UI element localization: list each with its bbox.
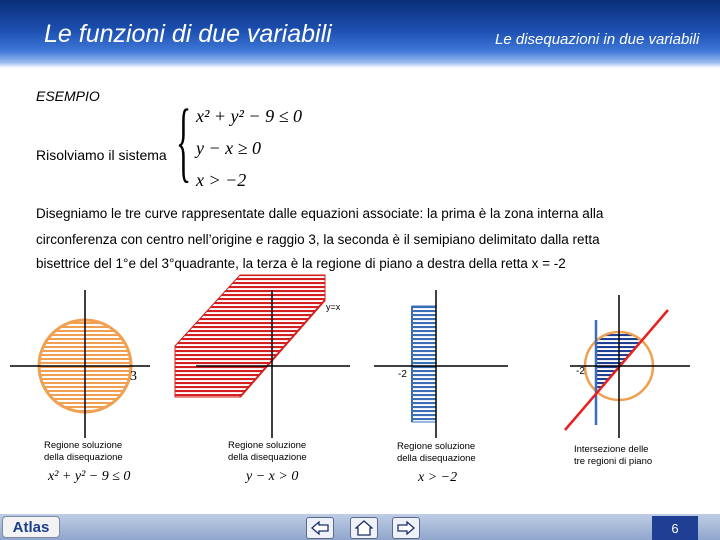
brace-symbol: { (176, 92, 192, 191)
forward-button[interactable] (392, 517, 420, 539)
caption-1 (44, 440, 123, 464)
arrow-left-icon (311, 521, 329, 535)
home-icon (355, 520, 373, 536)
arrow-right-icon (397, 521, 415, 535)
caption-1-line1: Regione soluzione (44, 440, 123, 451)
caption-3-inequality: x > −2 (418, 470, 458, 485)
caption-3-line1: Regione soluzione (397, 441, 476, 452)
caption-2-line2: della disequazione (228, 452, 307, 463)
line-label: y=x (326, 302, 341, 312)
intersect-vline-label: -2 (576, 366, 585, 377)
home-button[interactable] (350, 517, 378, 539)
paragraph-line-1: Disegniamo le tre curve rappresentate dalle equazioni associate: la prima è la zona interna alla (36, 206, 604, 221)
equation-system (176, 92, 346, 194)
page-title: Le funzioni di due variabili (44, 20, 332, 48)
equation-2: y − x ≥ 0 (196, 138, 262, 158)
page-subtitle: Le disequazioni in due variabili (495, 31, 700, 48)
figure-vertical-region (374, 290, 508, 438)
vline-label: -2 (398, 369, 407, 380)
caption-3-line2: della disequazione (397, 453, 476, 464)
figure-halfplane (175, 275, 350, 438)
equation-1: x² + y² − 9 ≤ 0 (196, 106, 302, 126)
caption-4-line2: tre regioni di piano (574, 456, 653, 467)
caption-1-inequality: x² + y² − 9 ≤ 0 (48, 469, 131, 484)
caption-2-inequality: y − x > 0 (246, 469, 299, 484)
example-label: ESEMPIO (36, 88, 100, 104)
page-number: 6 (652, 516, 698, 540)
back-button[interactable] (306, 517, 334, 539)
caption-2-line1: Regione soluzione (228, 440, 307, 451)
caption-4-line1: Intersezione delle (574, 444, 649, 455)
paragraph-line-3: bisettrice del 1°e del 3°quadrante, la terza è la regione di piano a destra della retta x = -2 (36, 256, 566, 271)
atlas-logo[interactable]: Atlas (2, 516, 60, 538)
caption-2 (228, 440, 307, 464)
equation-3: x > −2 (196, 170, 247, 190)
circle-radius-label: 3 (130, 369, 137, 384)
caption-1-line2: della disequazione (44, 452, 123, 463)
paragraph-line-2: circonferenza con centro nell’origine e raggio 3, la seconda è il semipiano delimitato dalla retta (36, 232, 600, 247)
caption-4 (574, 444, 652, 468)
figure-circle (10, 290, 150, 438)
caption-3 (397, 441, 476, 465)
system-intro: Risolviamo il sistema (36, 147, 167, 163)
